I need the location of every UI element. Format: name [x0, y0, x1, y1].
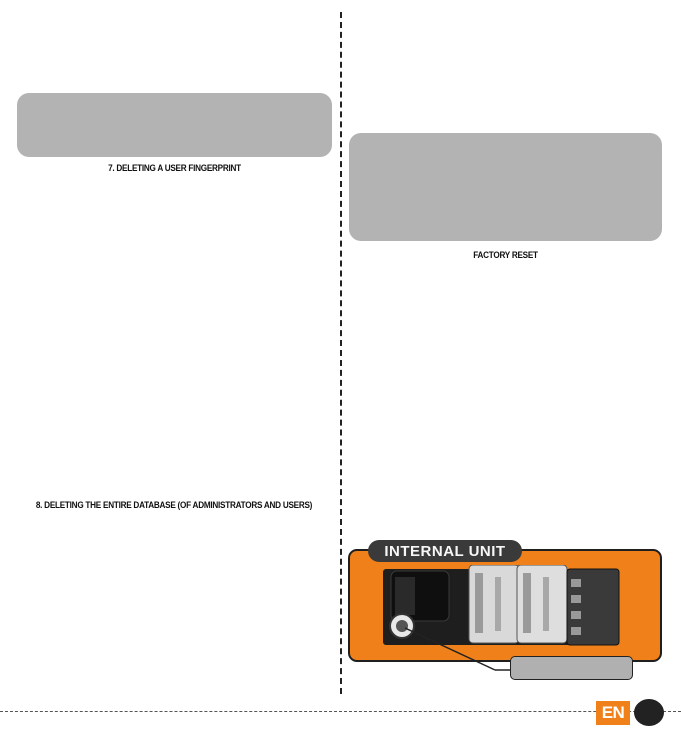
section-heading-factory-reset: FACTORY RESET: [473, 250, 538, 261]
page-number-circle: [634, 699, 664, 726]
section-heading-deleting-user-fingerprint: 7. DELETING A USER FINGERPRINT: [108, 163, 241, 174]
section-heading-deleting-entire-database: 8. DELETING THE ENTIRE DATABASE (OF ADMINISTRATORS AND USERS): [35, 500, 313, 511]
note-box-left: [17, 93, 332, 157]
internal-unit-board-photo: [383, 565, 623, 651]
reset-button-callout-label: [510, 656, 633, 680]
language-badge: EN: [596, 701, 630, 725]
bottom-dashed-line: [0, 711, 681, 712]
note-box-right: [349, 133, 662, 241]
column-divider: [340, 12, 342, 694]
internal-unit-title: INTERNAL UNIT: [368, 540, 522, 562]
